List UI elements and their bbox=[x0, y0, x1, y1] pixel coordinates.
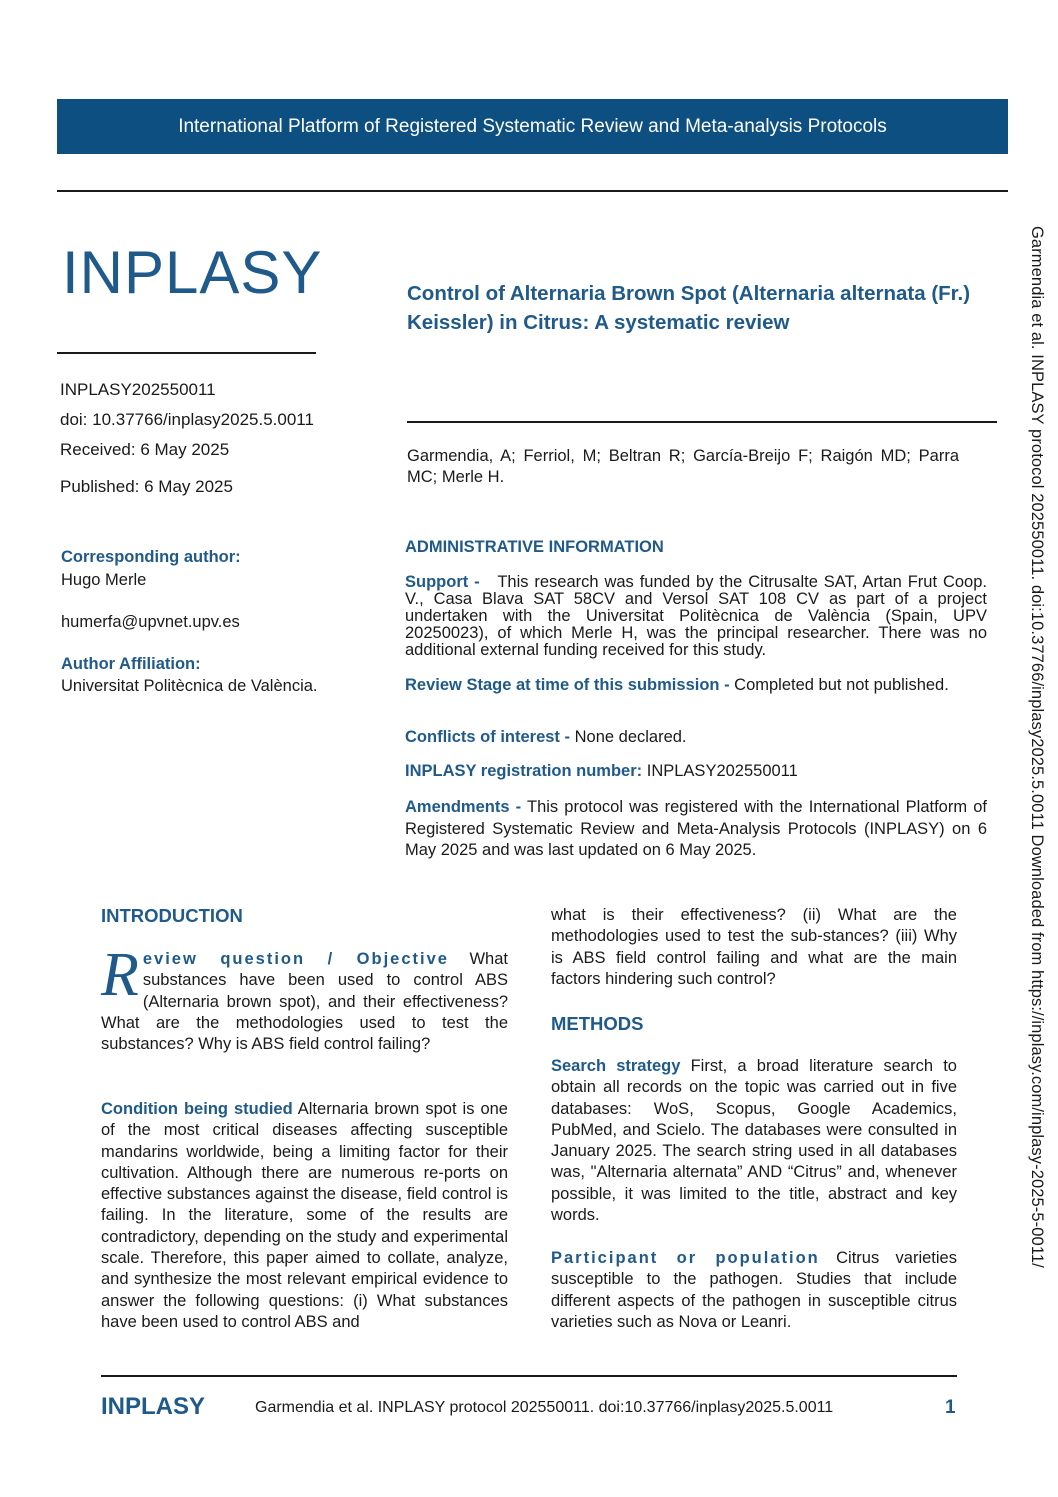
admin-registration bbox=[405, 763, 987, 780]
search-label: Search strategy bbox=[551, 1057, 681, 1075]
reg-label: INPLASY registration number: bbox=[405, 762, 643, 780]
side-citation: Garmendia et al. INPLASY protocol 202550011. doi:10.37766/inplasy2025.5.0011 Downloaded from https://inplasy.com/inplasy-2025-5-0011/ bbox=[1028, 226, 1046, 1268]
title-rule bbox=[407, 421, 997, 423]
conflicts-text: None declared. bbox=[574, 728, 687, 746]
published-date: Published: 6 May 2025 bbox=[60, 477, 233, 496]
condition-text: Alternaria brown spot is one of the most critical diseases affecting susceptible mandarins worldwide, being a limiting factor for their cultivation. Although there are numerous re-ports on effective substances against the disease, field control is failing. In the literature, some of the results are contradictory, depending on the study and experimental scale. Therefore, this paper aimed to collate, analyze, and synthesize the most relevant empirical evidence to answer the following questions: (i) What substances have been used to control ABS and bbox=[101, 1100, 508, 1331]
admin-support bbox=[405, 574, 987, 659]
support-label: Support - bbox=[405, 573, 480, 591]
support-text: This research was funded by the Citrusalte SAT, Artan Frut Coop. V., Casa Blava SAT 58CV and Versol SAT 108 CV as part of a project undertaken with the Universitat Politècnica de València (Spain, UPV 20250023), of which Merle H, was the principal researcher. There was no additional external funding received for this study. bbox=[405, 573, 987, 659]
header-rule bbox=[57, 190, 1008, 192]
amend-text: This protocol was registered with the International Platform of Registered Systematic Review and Meta-Analysis Protocols (INPLASY) on 6 May 2025 and was last updated on 6 May 2025. bbox=[405, 798, 987, 859]
drop-cap: R bbox=[101, 941, 139, 1009]
corresponding-name: Hugo Merle bbox=[61, 571, 147, 589]
review-question-paragraph bbox=[101, 941, 508, 1055]
admin-amendments bbox=[405, 797, 987, 862]
affiliation-label: Author Affiliation: bbox=[61, 655, 201, 673]
corresponding-label: Corresponding author: bbox=[61, 548, 241, 566]
footer-logo: INPLASY bbox=[101, 1393, 206, 1420]
admin-stage bbox=[405, 677, 987, 694]
population-text: Citrus varieties susceptible to the pathogen. Studies that include different aspects of the pathogen in susceptible citrus varieties such as Nova or Leanri. bbox=[551, 1249, 957, 1331]
reg-text: INPLASY202550011 bbox=[646, 762, 798, 780]
received-date: Received: 6 May 2025 bbox=[60, 440, 230, 459]
condition-continued: what is their effectiveness? (ii) What are the methodologies used to test the sub-stances? (iii) Why is ABS field control failing and what are the main factors hindering such control? bbox=[551, 906, 957, 988]
corresponding-email[interactable]: humerfa@upvnet.upv.es bbox=[61, 613, 240, 631]
search-strategy-paragraph bbox=[551, 1056, 957, 1226]
amend-label: Amendments - bbox=[405, 798, 522, 816]
methods-heading: METHODS bbox=[551, 1013, 644, 1034]
doi[interactable]: doi: 10.37766/inplasy2025.5.0011 bbox=[60, 410, 314, 429]
footer-rule bbox=[101, 1375, 957, 1377]
affiliation-value: Universitat Politècnica de València. bbox=[61, 677, 318, 695]
inplasy-logo: INPLASY bbox=[62, 239, 323, 306]
admin-heading: ADMINISTRATIVE INFORMATION bbox=[405, 538, 664, 556]
conflicts-label: Conflicts of interest - bbox=[405, 728, 571, 746]
stage-text: Completed but not published. bbox=[734, 676, 949, 694]
condition-paragraph bbox=[101, 1099, 508, 1333]
logo-rule bbox=[57, 352, 316, 354]
page-number: 1 bbox=[945, 1397, 956, 1418]
protocol-id: INPLASY202550011 bbox=[60, 380, 216, 399]
population-paragraph bbox=[551, 1248, 957, 1333]
footer-citation: Garmendia et al. INPLASY protocol 202550011. doi:10.37766/inplasy2025.5.0011 bbox=[255, 1399, 834, 1416]
stage-label: Review Stage at time of this submission - bbox=[405, 676, 730, 694]
search-text: First, a broad literature search to obtain all records on the topic was carried out in five databases: WoS, Scopus, Google Academics, PubMed, and Scielo. The databases were consulted in January 2025. The search string used in all databases was, "Alternaria alternata” AND “Citrus” and, whenever possible, it was limited to the title, abstract and key words. bbox=[551, 1057, 957, 1225]
authors: Garmendia, A; Ferriol, M; Beltran R; García-Breijo F; Raigón MD; Parra MC; Merle H. bbox=[407, 447, 959, 486]
rq-text: What substances have been used to control ABS (Alternaria brown spot), and their effectiveness? What are the methodologies used to test the substances? Why is ABS field control failing? bbox=[101, 950, 508, 1054]
rq-label: eview question / Objective bbox=[142, 950, 449, 968]
admin-conflicts bbox=[405, 729, 987, 746]
header-banner: International Platform of Registered Systematic Review and Meta-analysis Protocols bbox=[57, 99, 1008, 154]
paper-title: Control of Alternaria Brown Spot (Alternaria alternata (Fr.) Keissler) in Citrus: A systematic review bbox=[407, 282, 971, 334]
population-label: Participant or population bbox=[551, 1249, 820, 1267]
condition-label: Condition being studied bbox=[101, 1100, 293, 1118]
intro-heading: INTRODUCTION bbox=[101, 905, 243, 926]
